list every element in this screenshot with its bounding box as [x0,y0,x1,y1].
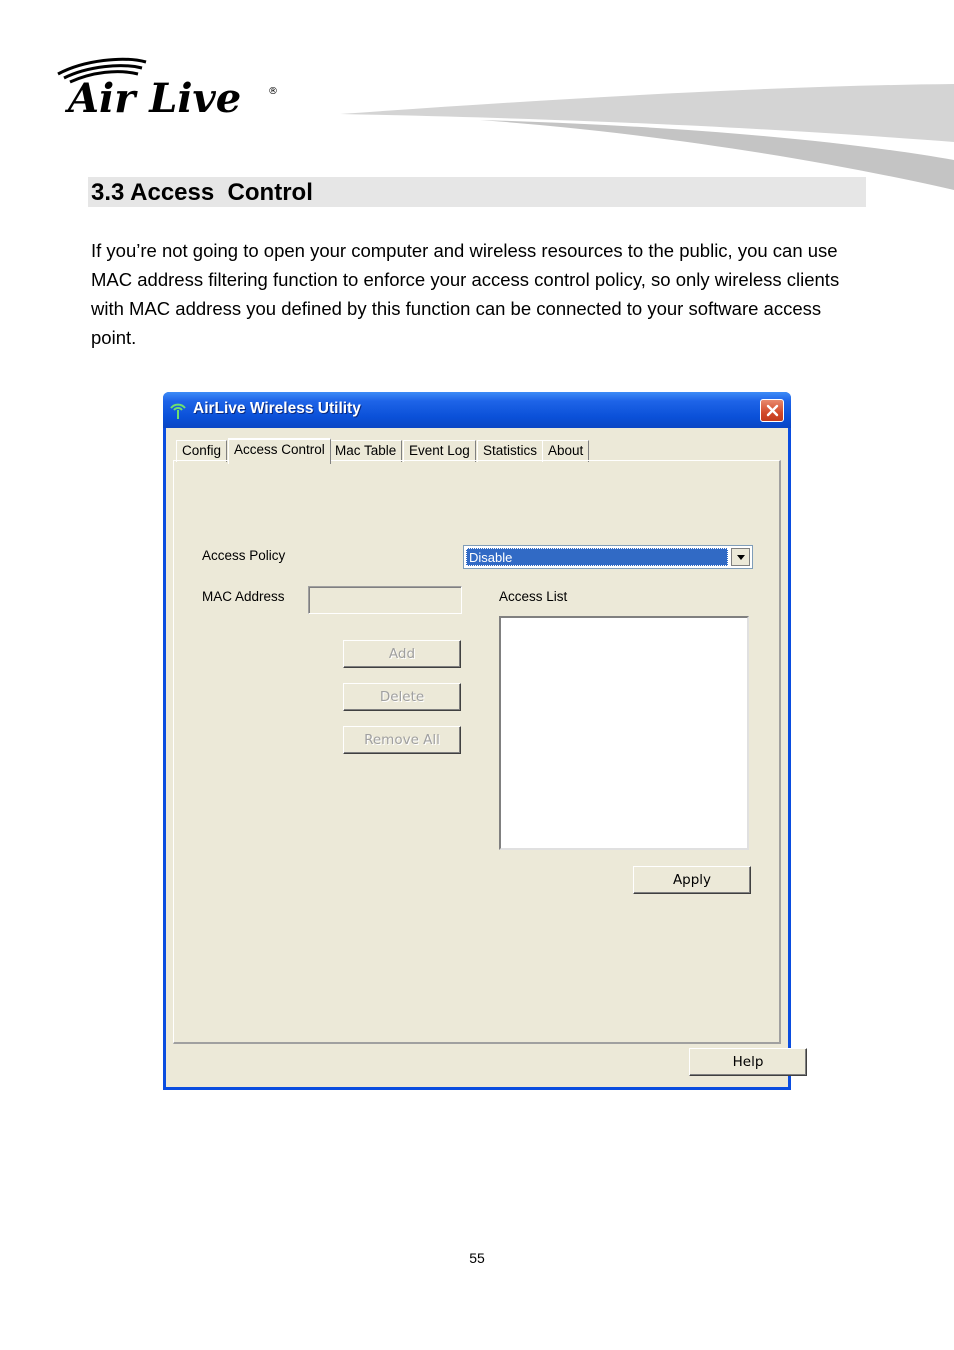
add-button[interactable]: Add [343,640,461,668]
section-title: 3.3 Access Control [91,179,313,206]
airlive-utility-window [163,392,791,1090]
access-list-label: Access List [499,589,568,604]
help-button[interactable]: Help [689,1048,807,1076]
airlive-logo [54,54,284,120]
svg-text:Air Live: Air Live [68,75,242,120]
close-icon [766,404,779,417]
apply-button[interactable]: Apply [633,866,751,894]
close-button[interactable] [760,399,784,422]
dropdown-arrow-button[interactable] [731,548,750,566]
access-policy-value: Disable [466,548,728,566]
wireless-signal-icon [169,400,187,420]
window-client-area [166,428,788,1087]
access-list-box[interactable] [499,616,749,850]
access-policy-select[interactable] [463,545,753,569]
tab-access-control[interactable]: Access Control [228,438,331,464]
body-paragraph: If you’re not going to open your computer and wireless resources to the public, you can use MAC address filtering function to enforce your access control policy, so only wireless clients with MAC address you defined by this function can be connected to your software access point. [91,240,840,348]
access-policy-label: Access Policy [202,548,286,563]
window-title: AirLive Wireless Utility [193,400,361,417]
mac-address-label: MAC Address [202,589,285,604]
tab-event-log[interactable]: Event Log [403,440,476,462]
window-titlebar[interactable] [163,392,791,428]
remove-all-button[interactable]: Remove All [343,726,461,754]
tab-mac-table[interactable]: Mac Table [329,440,402,462]
svg-text:®: ® [268,86,278,97]
tab-about[interactable]: About [542,440,589,462]
tab-statistics[interactable]: Statistics [477,440,543,462]
tab-config[interactable]: Config [176,440,227,462]
chevron-down-icon [737,555,745,560]
delete-button[interactable]: Delete [343,683,461,711]
page-number: 55 [469,1250,485,1266]
mac-address-input[interactable] [308,586,462,614]
